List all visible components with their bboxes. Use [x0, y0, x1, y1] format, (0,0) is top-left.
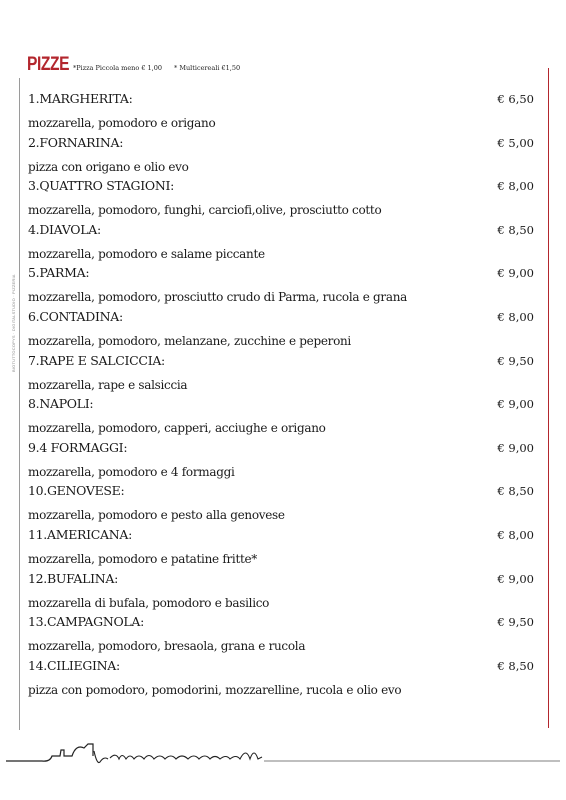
menu-item: [28, 353, 538, 397]
item-price: € 9,00: [497, 571, 534, 586]
item-description: mozzarella di bufala, pomodoro e basilico: [28, 595, 270, 610]
item-price: € 9,00: [497, 266, 534, 281]
item-price: € 5,00: [497, 135, 534, 150]
item-description: mozzarella, pomodoro, bresaola, grana e rucola: [28, 639, 306, 654]
item-description: mozzarella, pomodoro, funghi, carciofi,olive, prosciutto cotto: [28, 203, 382, 218]
item-name: 6.CONTADINA:: [28, 308, 123, 324]
item-description: mozzarella, pomodoro, capperi, acciughe e origano: [28, 421, 326, 436]
item-name: 3.QUATTRO STAGIONI:: [28, 178, 175, 194]
section-title: PIZZE: [27, 54, 70, 75]
item-name: 7.RAPE E SALCICCIA:: [28, 352, 165, 368]
multigrain-note: * Multicereali €1,50: [174, 64, 241, 72]
item-price: € 8,50: [497, 484, 534, 499]
side-imprint: BIOTUTTOCOPYS · DIGITALSTUDIO · PIZZERIA: [11, 274, 16, 372]
menu-item: [28, 178, 538, 222]
item-description: mozzarella, pomodoro e patatine fritte*: [28, 551, 257, 566]
item-name: 13.CAMPAGNOLA:: [28, 614, 145, 630]
item-price: € 8,50: [497, 658, 534, 673]
menu-item: [28, 309, 538, 353]
section-header: [27, 54, 240, 80]
item-name: 1.MARGHERITA:: [28, 91, 133, 106]
menu-item: [28, 614, 538, 658]
item-name: 5.PARMA:: [28, 265, 90, 281]
item-price: € 9,50: [497, 615, 534, 630]
item-price: € 8,00: [497, 179, 534, 194]
item-name: 2.FORNARINA:: [28, 134, 124, 150]
item-description: mozzarella, pomodoro, prosciutto crudo di Parma, rucola e grana: [28, 290, 407, 305]
item-description: mozzarella, pomodoro e 4 formaggi: [28, 464, 235, 479]
left-rule: [19, 78, 20, 730]
item-name: 9.4 FORMAGGI:: [28, 439, 128, 455]
pizza-list: [28, 91, 538, 701]
item-price: € 8,50: [497, 222, 534, 237]
item-description: pizza con pomodoro, pomodorini, mozzarelline, rucola e olio evo: [28, 682, 402, 697]
menu-item: [28, 91, 538, 135]
menu-item: [28, 440, 538, 484]
item-description: mozzarella, rape e salsiccia: [28, 377, 188, 392]
item-price: € 8,00: [497, 527, 534, 542]
right-rule: [548, 68, 549, 728]
menu-item: [28, 483, 538, 527]
item-name: 11.AMERICANA:: [28, 526, 133, 542]
item-price: € 9,00: [497, 397, 534, 412]
menu-item: [28, 265, 538, 309]
item-price: € 9,50: [497, 353, 534, 368]
item-description: mozzarella, pomodoro, melanzane, zucchine e peperoni: [28, 333, 351, 348]
menu-item: [28, 571, 538, 615]
item-description: mozzarella, pomodoro e salame piccante: [28, 246, 265, 261]
item-description: pizza con origano e olio evo: [28, 159, 189, 174]
item-price: € 9,00: [497, 440, 534, 455]
item-price: € 8,00: [497, 309, 534, 324]
item-name: 8.NAPOLI:: [28, 396, 94, 412]
menu-item: [28, 658, 538, 702]
item-name: 14.CILIEGINA:: [28, 657, 120, 673]
item-name: 10.GENOVESE:: [28, 483, 125, 499]
item-name: 12.BUFALINA:: [28, 570, 119, 586]
small-pizza-note: *Pizza Piccola meno € 1,00: [73, 64, 163, 72]
signature-logo-icon: [0, 735, 566, 775]
item-price: € 6,50: [497, 92, 534, 106]
menu-item: [28, 222, 538, 266]
menu-item: [28, 135, 538, 179]
item-name: 4.DIAVOLA:: [28, 221, 101, 237]
menu-item: [28, 396, 538, 440]
item-description: mozzarella, pomodoro e pesto alla genovese: [28, 508, 285, 523]
item-description: mozzarella, pomodoro e origano: [28, 116, 216, 130]
menu-item: [28, 527, 538, 571]
